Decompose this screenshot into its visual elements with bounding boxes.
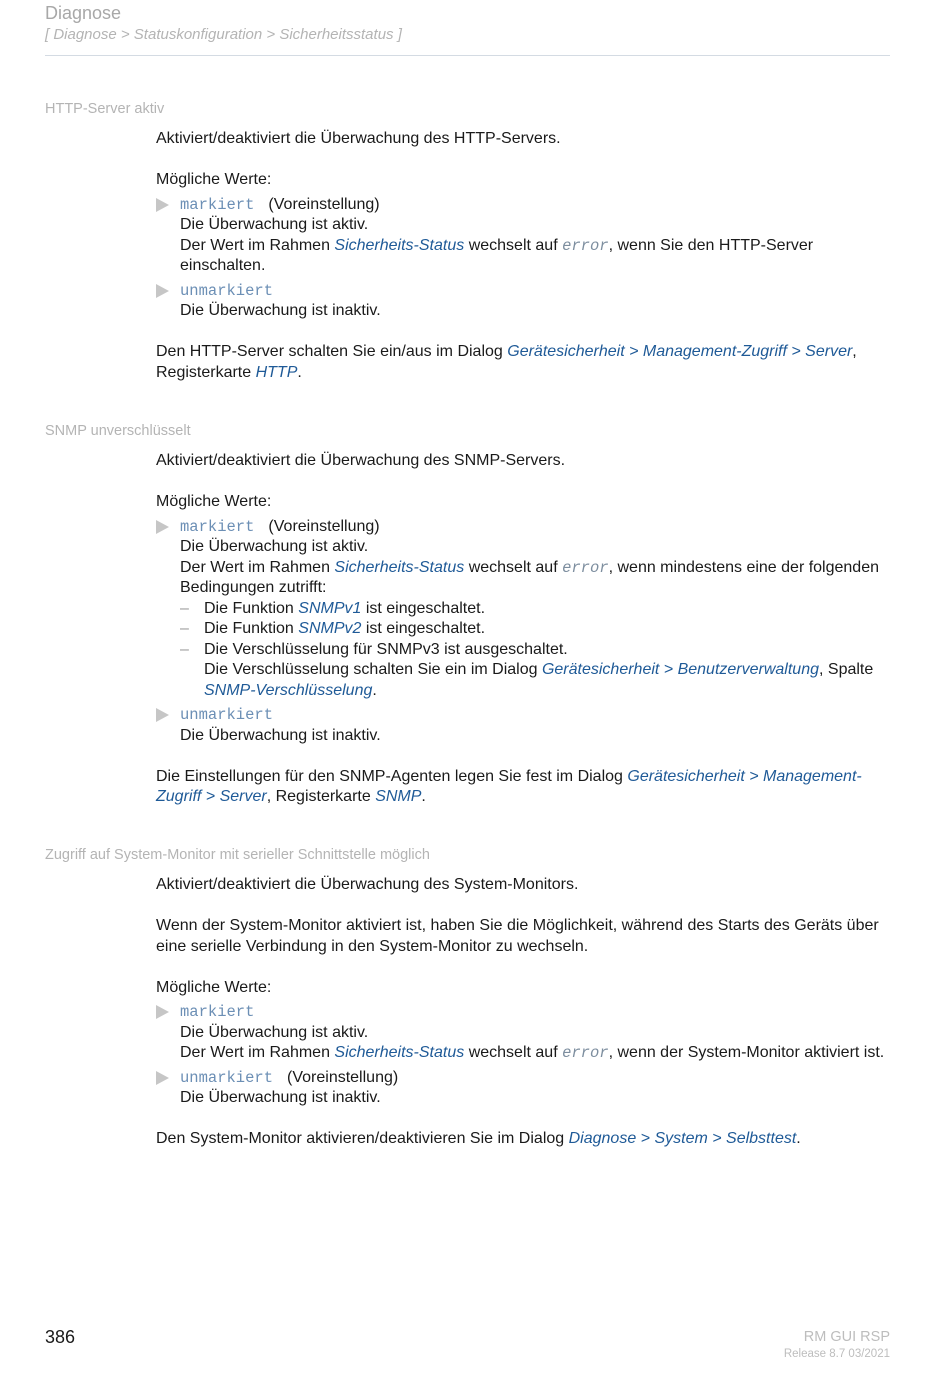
- value-code: unmarkiert: [180, 706, 274, 724]
- intro-text: Aktiviert/deaktiviert die Überwachung des SNMP-Servers.: [156, 452, 566, 469]
- link-snmpv2[interactable]: SNMPv2: [298, 620, 362, 637]
- bullet-triangle-icon: [156, 1071, 169, 1085]
- default-note: (Voreinstellung): [287, 1068, 399, 1086]
- link-snmp-verschluesselung[interactable]: SNMP-Verschlüsselung: [204, 681, 373, 699]
- bullet-triangle-icon: [156, 708, 169, 722]
- link-sicherheits-status[interactable]: Sicherheits-Status: [334, 236, 465, 254]
- section-footer-text: Den System-Monitor aktivieren/deaktivieren Sie im Dialog Diagnose > System > Selbsttest.: [156, 1130, 801, 1147]
- link-http[interactable]: HTTP: [255, 363, 298, 381]
- dash-bullet-icon: –: [180, 599, 189, 617]
- value-item-unmarked: [156, 705, 894, 746]
- intro-text-2: Wenn der System-Monitor aktiviert ist, haben Sie die Möglichkeit, während des Starts des Geräts über eine serielle Verbindung in den System-Monitor zu wechseln.: [156, 917, 879, 955]
- intro-text: Aktiviert/deaktiviert die Überwachung des HTTP-Servers.: [156, 130, 561, 147]
- link-snmp[interactable]: SNMP: [375, 788, 422, 805]
- value-code: unmarkiert: [180, 281, 274, 300]
- value-code: markiert: [180, 1003, 255, 1021]
- section-footer-text: Den HTTP-Server schalten Sie ein/aus im Dialog Gerätesicherheit > Management-Zugriff > Server, Registerkarte HTTP.: [156, 343, 857, 381]
- value-description: Die Überwachung ist aktiv.: [180, 1023, 369, 1041]
- link-management-zugriff-server[interactable]: Gerätesicherheit > Management-Zugriff > Server: [156, 767, 862, 805]
- bullet-triangle-icon: [156, 520, 169, 534]
- value-description: Die Überwachung ist inaktiv.: [180, 726, 381, 744]
- value-description: Die Überwachung ist aktiv.: [180, 538, 369, 555]
- section-body-system-monitor: [156, 875, 894, 1150]
- page-number: 386: [45, 1327, 76, 1347]
- section-heading-snmp: SNMP unverschlüsselt: [45, 423, 191, 439]
- section-heading-http: HTTP-Server aktiv: [45, 101, 165, 117]
- link-benutzerverwaltung[interactable]: Gerätesicherheit > Benutzerverwaltung: [541, 661, 819, 678]
- link-sicherheits-status[interactable]: Sicherheits-Status: [334, 558, 465, 576]
- value-item-unmarked: [156, 281, 894, 322]
- possible-values-label: Mögliche Werte:: [156, 171, 272, 188]
- section-body-snmp: [156, 451, 894, 808]
- link-selbsttest[interactable]: Diagnose > System > Selbsttest: [568, 1130, 797, 1147]
- value-description: Die Überwachung ist inaktiv.: [180, 1089, 381, 1106]
- product-name: RM GUI RSP: [803, 1329, 890, 1345]
- bullet-triangle-icon: [156, 1005, 169, 1019]
- value-code: markiert: [180, 517, 255, 536]
- header-divider: [45, 55, 890, 56]
- value-item-unmarked: [156, 1068, 894, 1109]
- link-sicherheits-status[interactable]: Sicherheits-Status: [334, 1044, 465, 1061]
- error-code: error: [562, 236, 609, 255]
- default-note: (Voreinstellung): [268, 195, 380, 213]
- value-detail: Der Wert im Rahmen Sicherheits-Status wechselt auf error, wenn Sie den HTTP-Server einschalten.: [180, 236, 814, 274]
- condition-item: – Die Funktion SNMPv2 ist eingeschaltet.: [180, 619, 894, 640]
- value-code: unmarkiert: [180, 1068, 274, 1087]
- value-item-marked: [156, 517, 894, 702]
- value-item-marked: [156, 1002, 894, 1064]
- value-detail: Der Wert im Rahmen Sicherheits-Status wechselt auf error, wenn mindestens eine der folgenden Bedingungen zutrifft:: [180, 558, 879, 596]
- dash-bullet-icon: –: [180, 620, 189, 637]
- possible-values-label: Mögliche Werte:: [156, 978, 272, 996]
- condition-item: – Die Funktion SNMPv1 ist eingeschaltet.: [180, 599, 894, 620]
- value-item-marked: [156, 195, 894, 277]
- release-info: Release 8.7 03/2021: [783, 1348, 890, 1360]
- value-code: markiert: [180, 195, 255, 214]
- value-description: Die Überwachung ist inaktiv.: [180, 302, 381, 319]
- intro-text: Aktiviert/deaktiviert die Überwachung des System-Monitors.: [156, 876, 579, 893]
- condition-item: – Die Verschlüsselung für SNMPv3 ist ausgeschaltet. Die Verschlüsselung schalten Sie ein im Dialog Gerätesicherheit > Benutzerverwaltung, Spalte SNMP-Verschlüsselung.: [180, 640, 874, 699]
- section-footer-text: Die Einstellungen für den SNMP-Agenten legen Sie fest im Dialog Gerätesicherheit > Management-Zugriff > Server, Registerkarte SNMP.: [156, 767, 862, 805]
- possible-values-label: Mögliche Werte:: [156, 493, 272, 510]
- link-snmpv1[interactable]: SNMPv1: [298, 599, 362, 617]
- value-description: Die Überwachung ist aktiv.: [180, 216, 369, 233]
- section-heading-system-monitor: Zugriff auf System-Monitor mit serieller Schnittstelle möglich: [45, 847, 430, 863]
- bullet-triangle-icon: [156, 284, 169, 298]
- default-note: (Voreinstellung): [268, 517, 380, 535]
- error-code: error: [562, 1044, 609, 1062]
- error-code: error: [562, 558, 609, 577]
- page-title: Diagnose: [45, 3, 122, 23]
- value-detail: Der Wert im Rahmen Sicherheits-Status wechselt auf error, wenn der System-Monitor aktiviert ist.: [180, 1044, 885, 1062]
- link-management-zugriff-server[interactable]: Gerätesicherheit > Management-Zugriff > Server: [507, 343, 853, 360]
- breadcrumb: [ Diagnose > Statuskonfiguration > Sicherheitsstatus ]: [45, 26, 402, 43]
- dash-bullet-icon: –: [180, 640, 189, 658]
- section-body-http: [156, 129, 894, 383]
- bullet-triangle-icon: [156, 198, 169, 212]
